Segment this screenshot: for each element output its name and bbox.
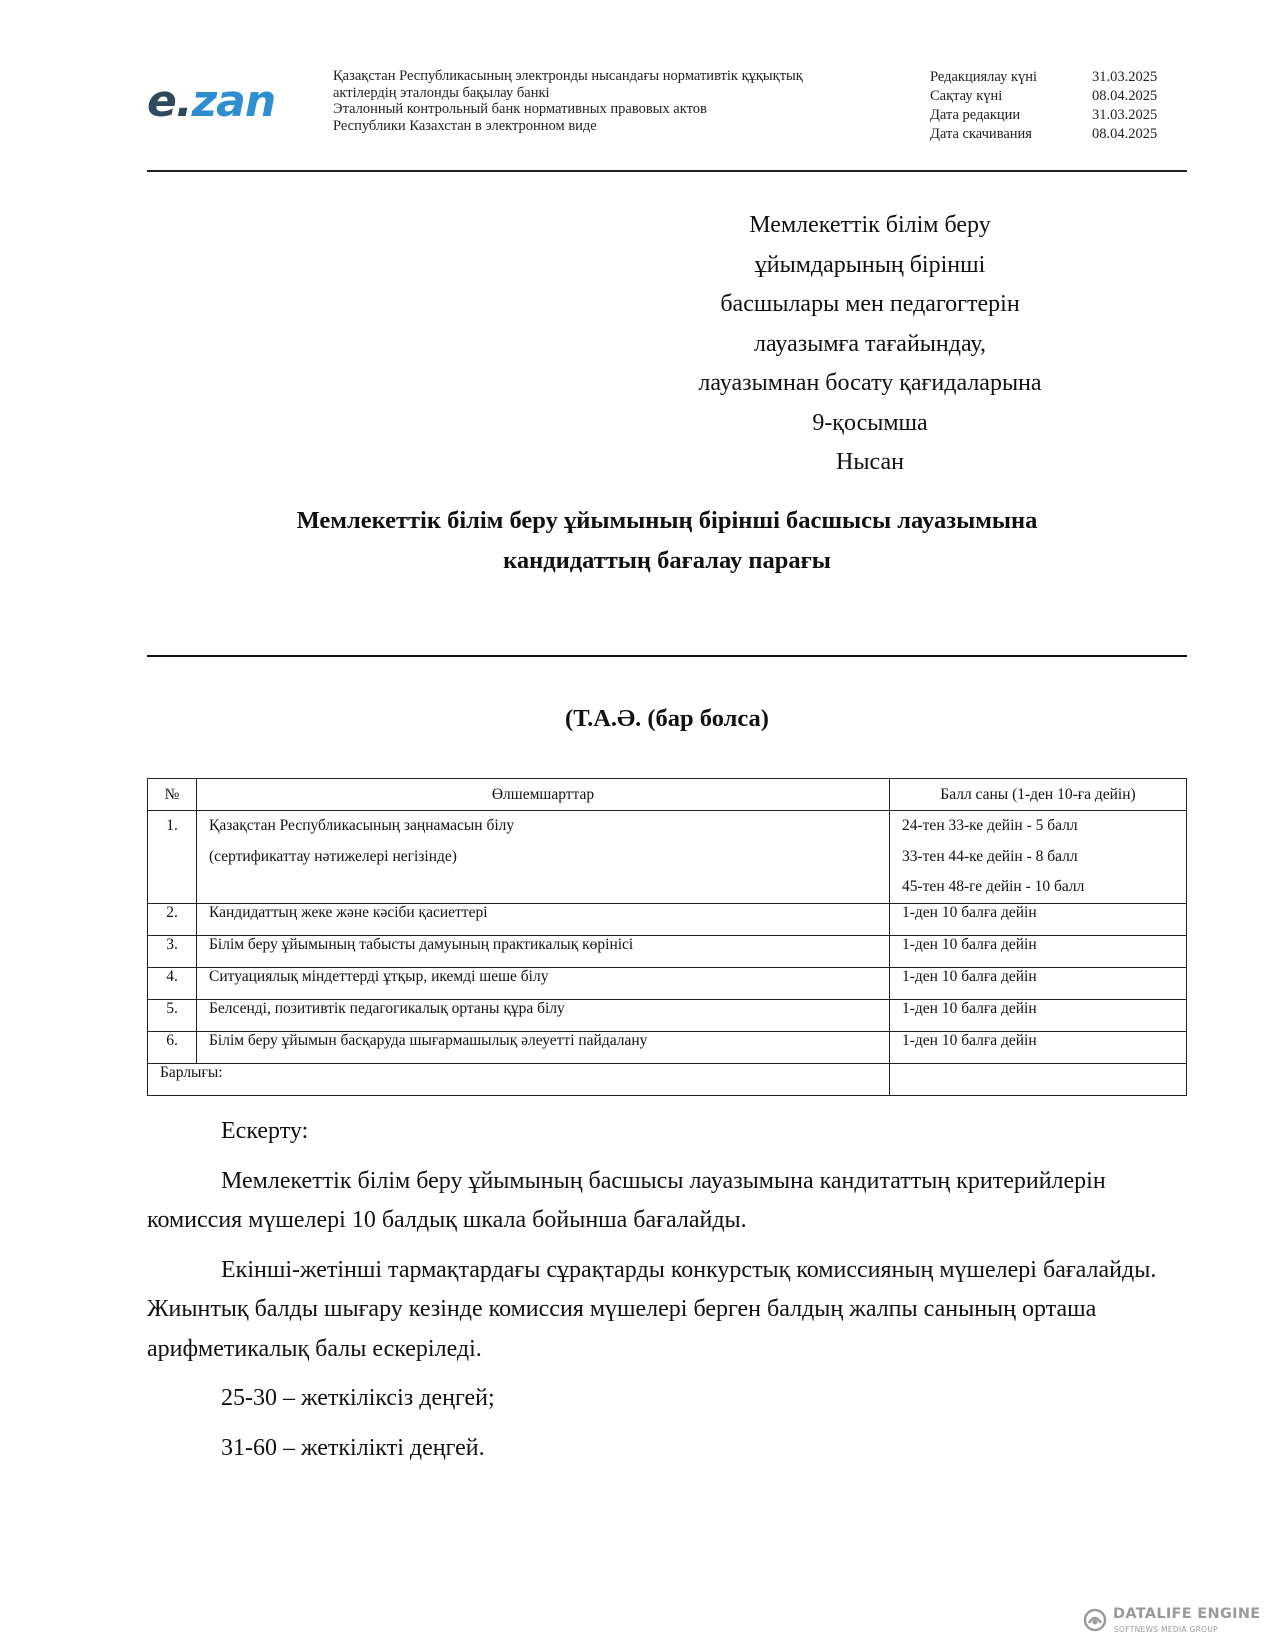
header-number: № — [148, 779, 197, 811]
total-label: Барлығы: — [148, 1064, 890, 1096]
appendix-line: басшылары мен педагогтерін — [720, 291, 1020, 317]
appendix-line: Нысан — [836, 449, 904, 475]
table-row: 3. Білім беру ұйымының табысты дамуының практикалық көрінісі 1-ден 10 балға дейін — [148, 936, 1187, 968]
table-total-row — [148, 1064, 1187, 1096]
total-value-cell[interactable] — [890, 1064, 1187, 1096]
score-cell[interactable]: 1-ден 10 балға дейін — [890, 904, 1187, 936]
appendix-line: ұйымдарының бірінші — [754, 251, 986, 278]
meta-row-save-date-kz: Сақтау күні 08.04.2025 — [930, 88, 1158, 104]
criteria-cell: Қазақстан Республикасының заңнамасын білу (сертификаттау нәтижелері негізінде) — [197, 811, 890, 904]
criteria-cell: Кандидаттың жеке және кәсіби қасиеттері — [197, 904, 890, 936]
header-criteria: Өлшемшарттар — [197, 779, 890, 811]
header-score: Балл саны (1-ден 10-ға дейін) — [890, 779, 1187, 811]
criteria-cell: Білім беру ұйымын басқаруда шығармашылық әлеуетті пайдалану — [197, 1032, 890, 1064]
table-row: 1. Қазақстан Республикасының заңнамасын білу (сертификаттау нәтижелері негізінде) 24-тен 33-ке дейін - 5 балл 33-тен 44-ке дейін - 8 балл 45-тен 48-ге дейін - 10 балл — [148, 811, 1187, 904]
appendix-line: лауазымнан босату қағидаларына — [698, 370, 1042, 396]
bank-line: актілердің эталонды бақылау банкі — [333, 84, 550, 101]
criteria-cell: Ситуациялық міндеттерді ұтқыр, икемді шеше білу — [197, 968, 890, 1000]
score-cell[interactable]: 1-ден 10 балға дейін — [890, 968, 1187, 1000]
evaluation-table — [147, 778, 1187, 1096]
datalife-logo-icon — [1083, 1608, 1107, 1632]
table-header-row — [148, 779, 1187, 811]
meta-row-edit-date-ru: Дата редакции 31.03.2025 — [930, 107, 1158, 123]
meta-row-download-date-ru: Дата скачивания 08.04.2025 — [930, 126, 1158, 142]
notes-paragraph: Екінші-жетінші тармақтардағы сұрақтарды конкурстық комиссияның мүшелері бағалайды. Жиынтық балды шығару кезінде комиссия мүшелері берген балдың жалпы санының орташа арифметикалық балы ескеріледі. — [147, 1256, 1157, 1362]
document-header — [147, 64, 1187, 164]
table-row: 4. Ситуациялық міндеттерді ұтқыр, икемді шеше білу 1-ден 10 балға дейін — [148, 968, 1187, 1000]
meta-row-edit-date-kz: Редакциялау күні 31.03.2025 — [930, 69, 1158, 85]
notes-paragraph: Мемлекеттік білім беру ұйымының басшысы лауазымына кандитаттың критерийлерін комиссия мүшелері 10 балдық шкала бойынша бағалайды. — [147, 1167, 1106, 1233]
table-row: 5. Белсенді, позитивтік педагогикалық ортаны құра білу 1-ден 10 балға дейін — [148, 1000, 1187, 1032]
appendix-reference — [640, 206, 1100, 483]
notes-section — [147, 1112, 1177, 1478]
bank-line: Эталонный контрольный банк нормативных правовых актов — [333, 101, 707, 117]
header-divider — [147, 170, 1187, 172]
datalife-watermark: DATALIFE ENGINE SOFTNEWS MEDIA GROUP — [1083, 1606, 1263, 1640]
candidate-name-line — [147, 655, 1187, 657]
criteria-cell: Білім беру ұйымының табысты дамуының практикалық көрінісі — [197, 936, 890, 968]
level-insufficient: 25-30 – жеткіліксіз деңгей; — [221, 1385, 495, 1411]
ezan-logo: e.zan — [147, 76, 276, 127]
notes-heading: Ескерту: — [221, 1118, 309, 1144]
score-cell[interactable]: 24-тен 33-ке дейін - 5 балл 33-тен 44-ке дейін - 8 балл 45-тен 48-ге дейін - 10 балл — [890, 811, 1187, 904]
document-title: Мемлекеттік білім беру ұйымының бірінші басшысы лауазымына кандидаттың бағалау парағы — [296, 507, 1038, 574]
score-cell[interactable]: 1-ден 10 балға дейін — [890, 1032, 1187, 1064]
bank-line: Республики Казахстан в электронном виде — [333, 117, 597, 134]
document-dates — [930, 68, 1190, 144]
bank-description — [333, 68, 893, 134]
criteria-cell: Белсенді, позитивтік педагогикалық ортаны құра білу — [197, 1000, 890, 1032]
table-row: 2. Кандидаттың жеке және кәсіби қасиеттері 1-ден 10 балға дейін — [148, 904, 1187, 936]
score-cell[interactable]: 1-ден 10 балға дейін — [890, 1000, 1187, 1032]
appendix-line: Мемлекеттік білім беру — [749, 212, 991, 238]
score-cell[interactable]: 1-ден 10 балға дейін — [890, 936, 1187, 968]
level-sufficient: 31-60 – жеткілікті деңгей. — [221, 1434, 485, 1461]
appendix-line: 9-қосымша — [812, 409, 928, 436]
candidate-name-label: (Т.А.Ә. (бар болса) — [565, 705, 769, 732]
table-row: 6. Білім беру ұйымын басқаруда шығармашылық әлеуетті пайдалану 1-ден 10 балға дейін — [148, 1032, 1187, 1064]
appendix-line: лауазымға тағайындау, — [753, 330, 987, 357]
bank-line: Қазақстан Республикасының электронды нысандағы нормативтік құқықтық — [333, 68, 803, 84]
